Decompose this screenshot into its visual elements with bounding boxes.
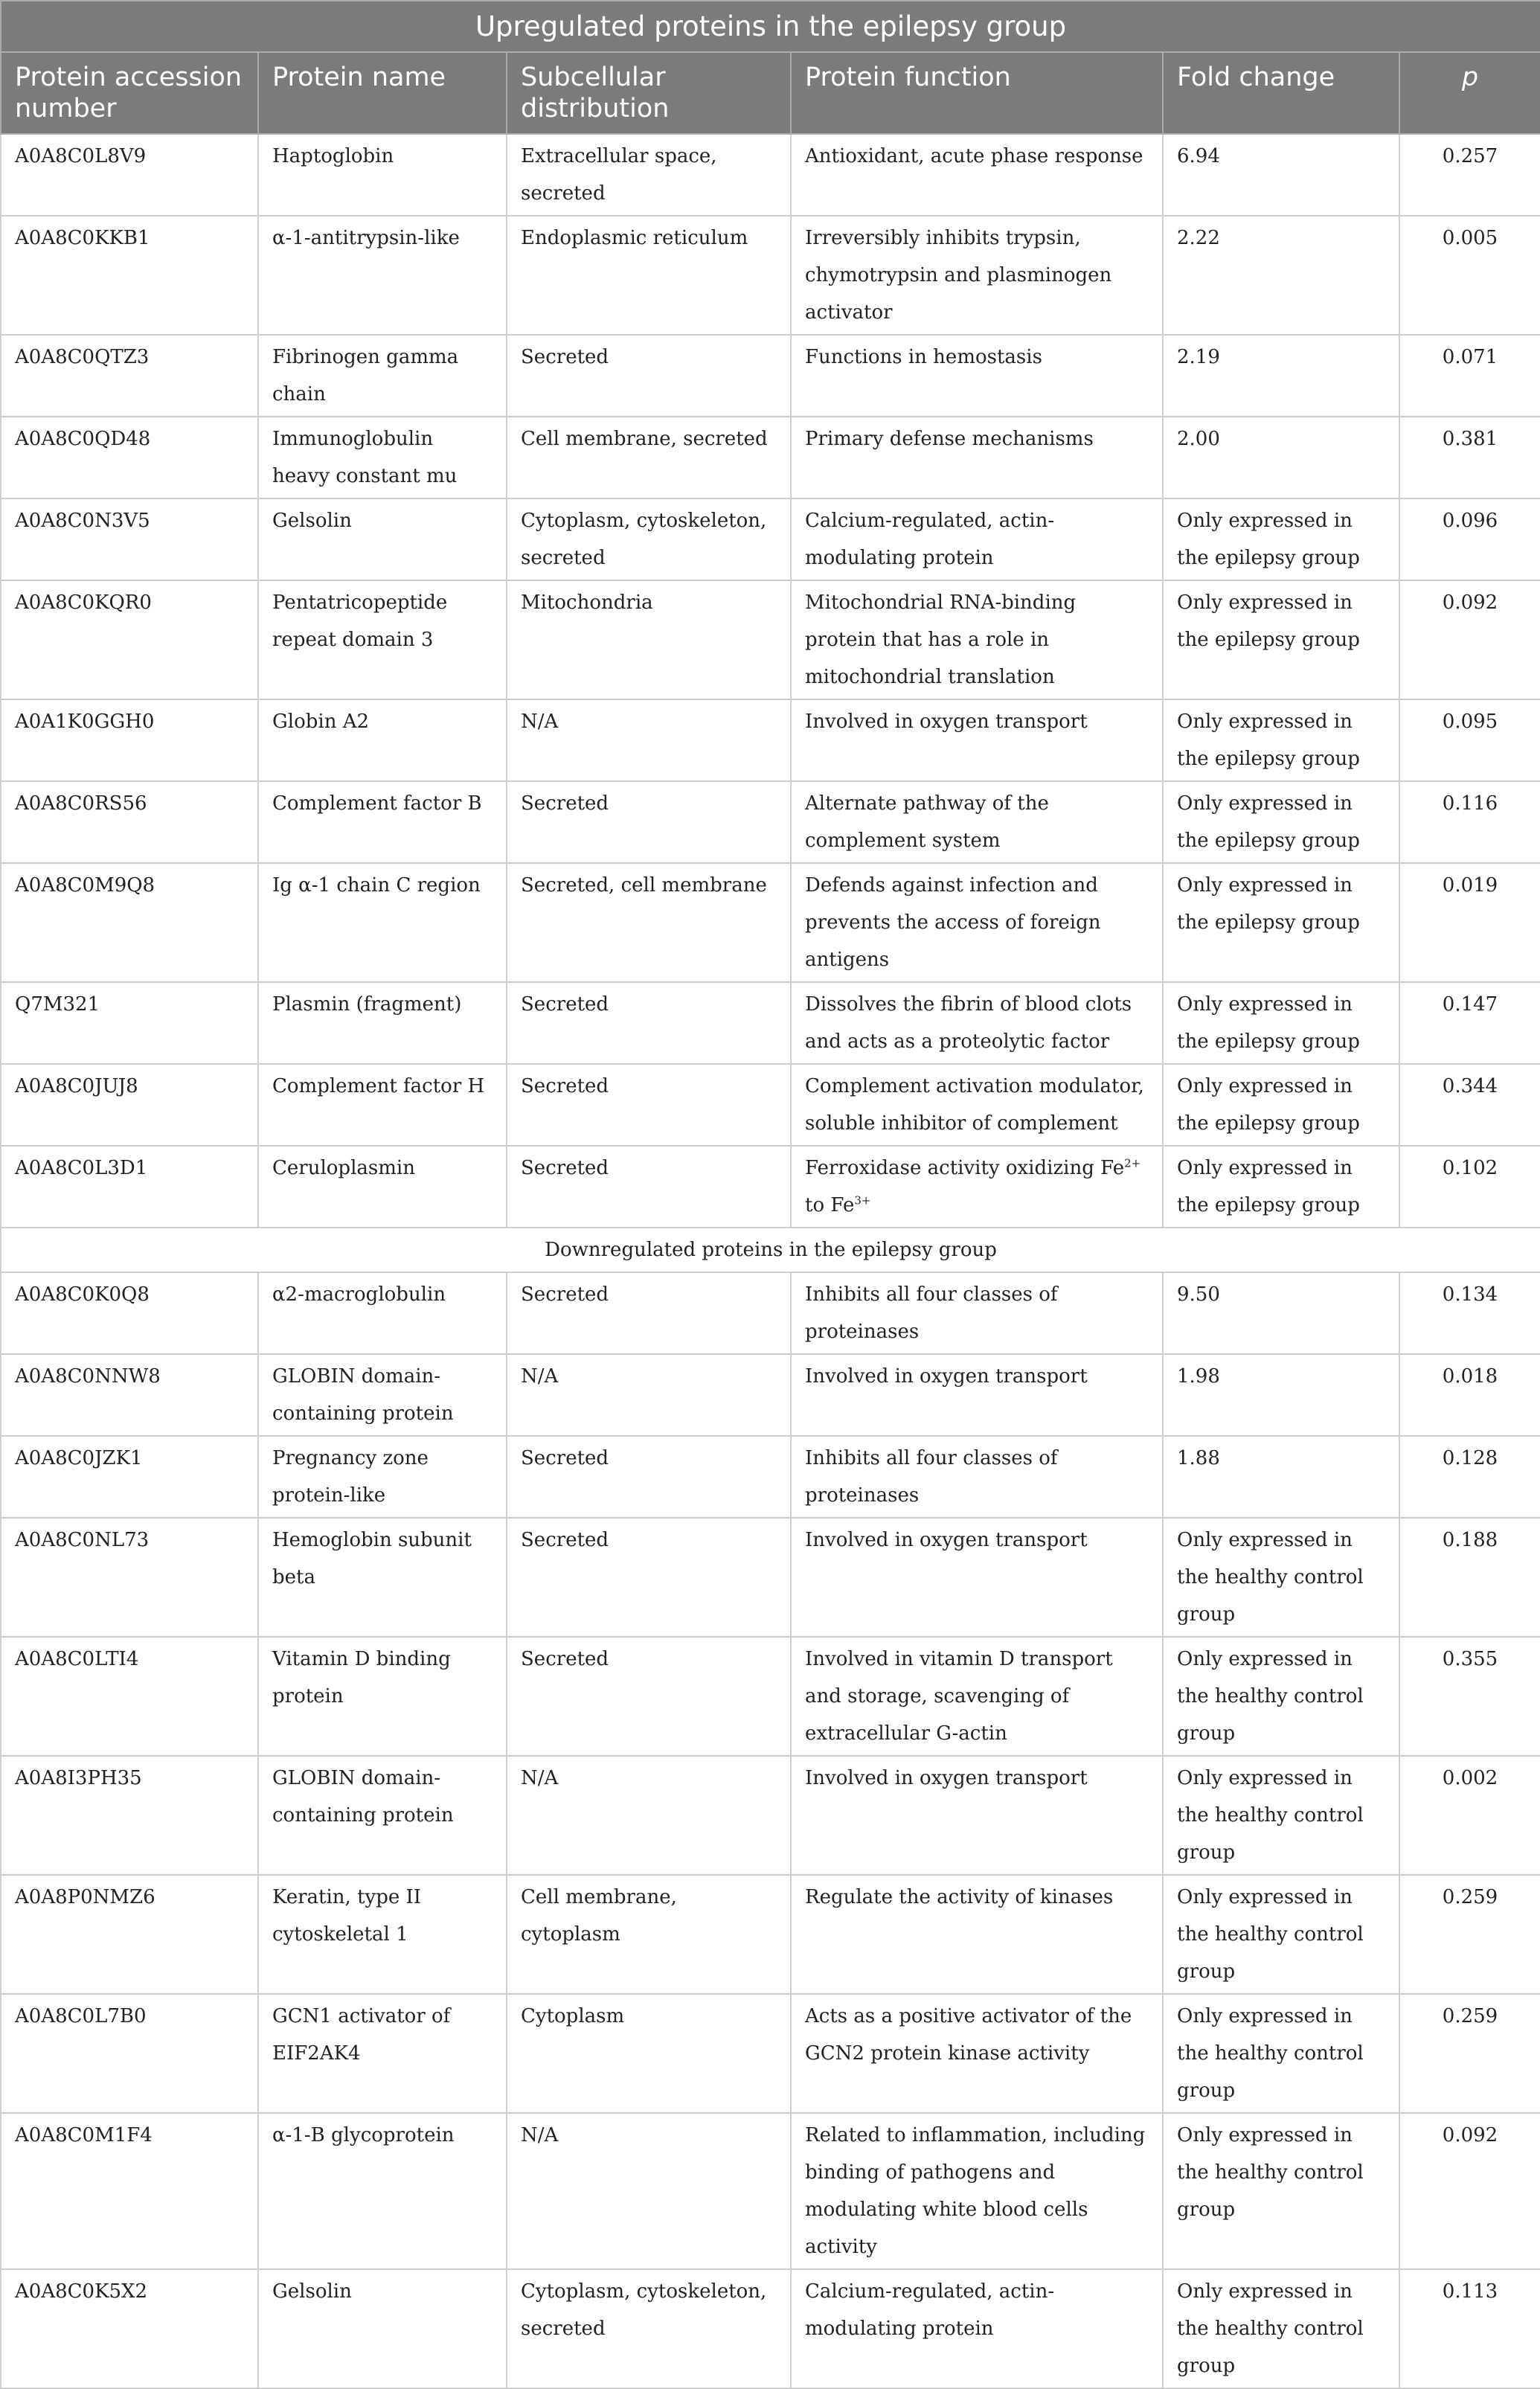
protein-name-cell: Gelsolin xyxy=(258,2269,507,2388)
upregulated-body xyxy=(1,134,1540,1146)
fold-change-cell: Only expressed in the epilepsy group xyxy=(1163,1064,1399,1146)
distribution-cell: N/A xyxy=(507,699,791,781)
p-value-cell: 0.116 xyxy=(1399,781,1540,863)
distribution-cell: N/A xyxy=(507,2113,791,2269)
header-name: Protein name xyxy=(258,52,507,134)
p-value-cell: 0.018 xyxy=(1399,1354,1540,1436)
function-cell: Inhibits all four classes of proteinases xyxy=(791,1436,1163,1518)
fold-change-cell: 2.00 xyxy=(1163,417,1399,498)
table-row xyxy=(1,1064,1540,1146)
distribution-cell: Secreted xyxy=(507,1272,791,1354)
fold-change-cell: Only expressed in the epilepsy group xyxy=(1163,498,1399,580)
distribution-cell: Secreted xyxy=(507,1064,791,1146)
distribution-cell: Cytoplasm xyxy=(507,1994,791,2113)
fold-change-cell: Only expressed in the epilepsy group xyxy=(1163,982,1399,1064)
accession-cell: A0A8C0K5X2 xyxy=(1,2269,258,2388)
p-value-cell: 0.071 xyxy=(1399,335,1540,417)
table-row xyxy=(1,781,1540,863)
distribution-cell: Secreted xyxy=(507,1146,791,1228)
distribution-cell: Cytoplasm, cytoskeleton, secreted xyxy=(507,498,791,580)
accession-cell: A0A8C0NNW8 xyxy=(1,1354,258,1436)
p-value-cell: 0.257 xyxy=(1399,134,1540,216)
p-value-cell: 0.096 xyxy=(1399,498,1540,580)
table-row xyxy=(1,498,1540,580)
protein-name-cell: Pregnancy zone protein-like xyxy=(258,1436,507,1518)
p-value-cell: 0.092 xyxy=(1399,580,1540,699)
function-cell: Related to inflammation, including binding of pathogens and modulating white blood cells activity xyxy=(791,2113,1163,2269)
section-label: Downregulated proteins in the epilepsy group xyxy=(1,1228,1540,1272)
table-row xyxy=(1,1637,1540,1756)
protein-name-cell: Plasmin (fragment) xyxy=(258,982,507,1064)
fold-change-cell: Only expressed in the healthy control group xyxy=(1163,1518,1399,1637)
distribution-cell: Secreted xyxy=(507,1436,791,1518)
fold-change-cell: 2.19 xyxy=(1163,335,1399,417)
protein-name-cell: GCN1 activator of EIF2AK4 xyxy=(258,1994,507,2113)
section-row xyxy=(1,1228,1540,1272)
fold-change-cell: Only expressed in the epilepsy group xyxy=(1163,580,1399,699)
function-cell: Dissolves the fibrin of blood clots and acts as a proteolytic factor xyxy=(791,982,1163,1064)
protein-name-cell: Globin A2 xyxy=(258,699,507,781)
function-cell: Involved in oxygen transport xyxy=(791,699,1163,781)
p-value-cell: 0.002 xyxy=(1399,1756,1540,1875)
accession-cell: A0A8C0L8V9 xyxy=(1,134,258,216)
function-cell: Calcium-regulated, actin-modulating protein xyxy=(791,2269,1163,2388)
function-text: to Fe xyxy=(805,1194,855,1216)
table-row xyxy=(1,580,1540,699)
accession-cell: A0A1K0GGH0 xyxy=(1,699,258,781)
table-row xyxy=(1,2269,1540,2388)
function-cell: Involved in vitamin D transport and storage, scavenging of extracellular G-actin xyxy=(791,1637,1163,1756)
header-distribution: Subcellular distribution xyxy=(507,52,791,134)
distribution-cell: Secreted xyxy=(507,1637,791,1756)
p-value-cell: 0.259 xyxy=(1399,1875,1540,1994)
p-value-cell: 0.005 xyxy=(1399,216,1540,335)
header-fold-change: Fold change xyxy=(1163,52,1399,134)
protein-name-cell: Hemoglobin subunit beta xyxy=(258,1518,507,1637)
downregulated-body xyxy=(1,1272,1540,2388)
function-cell: Involved in oxygen transport xyxy=(791,1756,1163,1875)
protein-name-cell: Pentatricopeptide repeat domain 3 xyxy=(258,580,507,699)
fold-change-cell: Only expressed in the healthy control group xyxy=(1163,1637,1399,1756)
fold-change-cell: Only expressed in the epilepsy group xyxy=(1163,699,1399,781)
function-cell: Alternate pathway of the complement system xyxy=(791,781,1163,863)
p-value-cell: 0.128 xyxy=(1399,1436,1540,1518)
header-function: Protein function xyxy=(791,52,1163,134)
accession-cell: A0A8C0KKB1 xyxy=(1,216,258,335)
table-row xyxy=(1,134,1540,216)
distribution-cell: N/A xyxy=(507,1756,791,1875)
distribution-cell: Extracellular space, secreted xyxy=(507,134,791,216)
function-cell: Acts as a positive activator of the GCN2 protein kinase activity xyxy=(791,1994,1163,2113)
table-row xyxy=(1,2113,1540,2269)
header-row xyxy=(1,52,1540,134)
fold-change-cell: 1.88 xyxy=(1163,1436,1399,1518)
distribution-cell: Mitochondria xyxy=(507,580,791,699)
function-cell: Involved in oxygen transport xyxy=(791,1354,1163,1436)
accession-cell: A0A8C0RS56 xyxy=(1,781,258,863)
table-row xyxy=(1,1272,1540,1354)
protein-name-cell: Immunoglobulin heavy constant mu xyxy=(258,417,507,498)
p-value-cell: 0.355 xyxy=(1399,1637,1540,1756)
header-p: p xyxy=(1399,52,1540,134)
function-cell: Primary defense mechanisms xyxy=(791,417,1163,498)
accession-cell: A0A8C0JZK1 xyxy=(1,1436,258,1518)
accession-cell: A0A8C0L3D1 xyxy=(1,1146,258,1228)
p-value-cell: 0.095 xyxy=(1399,699,1540,781)
fold-change-cell: 6.94 xyxy=(1163,134,1399,216)
table-row xyxy=(1,417,1540,498)
distribution-cell: N/A xyxy=(507,1354,791,1436)
function-cell xyxy=(791,1146,1163,1228)
accession-cell: A0A8C0QTZ3 xyxy=(1,335,258,417)
accession-cell: A0A8C0KQR0 xyxy=(1,580,258,699)
table-row xyxy=(1,1518,1540,1637)
distribution-cell: Secreted xyxy=(507,335,791,417)
accession-cell: A0A8C0K0Q8 xyxy=(1,1272,258,1354)
table-row xyxy=(1,216,1540,335)
accession-cell: A0A8C0M1F4 xyxy=(1,2113,258,2269)
function-cell: Mitochondrial RNA-binding protein that has a role in mitochondrial translation xyxy=(791,580,1163,699)
fold-change-cell: 9.50 xyxy=(1163,1272,1399,1354)
function-cell: Functions in hemostasis xyxy=(791,335,1163,417)
distribution-cell: Secreted, cell membrane xyxy=(507,863,791,982)
fold-change-cell: Only expressed in the epilepsy group xyxy=(1163,781,1399,863)
function-cell: Inhibits all four classes of proteinases xyxy=(791,1272,1163,1354)
accession-cell: A0A8C0N3V5 xyxy=(1,498,258,580)
protein-name-cell: Gelsolin xyxy=(258,498,507,580)
fold-change-cell: Only expressed in the epilepsy group xyxy=(1163,1146,1399,1228)
table-title-row xyxy=(1,1,1540,52)
table-row xyxy=(1,982,1540,1064)
fold-change-cell: Only expressed in the healthy control group xyxy=(1163,2113,1399,2269)
distribution-cell: Cell membrane, secreted xyxy=(507,417,791,498)
fold-change-cell: Only expressed in the healthy control group xyxy=(1163,2269,1399,2388)
table-title: Upregulated proteins in the epilepsy group xyxy=(1,1,1540,52)
protein-name-cell: Ig α-1 chain C region xyxy=(258,863,507,982)
protein-name-cell: Fibrinogen gamma chain xyxy=(258,335,507,417)
accession-cell: A0A8C0JUJ8 xyxy=(1,1064,258,1146)
distribution-cell: Cell membrane, cytoplasm xyxy=(507,1875,791,1994)
table-row xyxy=(1,1875,1540,1994)
ceruloplasmin-body xyxy=(1,1146,1540,1272)
accession-cell: A0A8C0NL73 xyxy=(1,1518,258,1637)
protein-name-cell: Complement factor H xyxy=(258,1064,507,1146)
function-cell: Regulate the activity of kinases xyxy=(791,1875,1163,1994)
superscript: 2+ xyxy=(1124,1156,1141,1170)
accession-cell: A0A8P0NMZ6 xyxy=(1,1875,258,1994)
function-cell: Involved in oxygen transport xyxy=(791,1518,1163,1637)
table-row xyxy=(1,1354,1540,1436)
fold-change-cell: 2.22 xyxy=(1163,216,1399,335)
protein-name-cell: Ceruloplasmin xyxy=(258,1146,507,1228)
p-value-cell: 0.113 xyxy=(1399,2269,1540,2388)
function-cell: Complement activation modulator, soluble inhibitor of complement xyxy=(791,1064,1163,1146)
p-value-cell: 0.092 xyxy=(1399,2113,1540,2269)
distribution-cell: Cytoplasm, cytoskeleton, secreted xyxy=(507,2269,791,2388)
fold-change-cell: Only expressed in the healthy control group xyxy=(1163,1994,1399,2113)
protein-name-cell: α2-macroglobulin xyxy=(258,1272,507,1354)
protein-name-cell: Keratin, type II cytoskeletal 1 xyxy=(258,1875,507,1994)
fold-change-cell: Only expressed in the epilepsy group xyxy=(1163,863,1399,982)
accession-cell: A0A8I3PH35 xyxy=(1,1756,258,1875)
table-row xyxy=(1,1756,1540,1875)
table-row xyxy=(1,863,1540,982)
p-value-cell: 0.019 xyxy=(1399,863,1540,982)
p-value-cell: 0.147 xyxy=(1399,982,1540,1064)
p-value-cell: 0.344 xyxy=(1399,1064,1540,1146)
superscript: 3+ xyxy=(854,1193,871,1208)
table-row xyxy=(1,1146,1540,1228)
table-row xyxy=(1,1436,1540,1518)
p-value-cell: 0.134 xyxy=(1399,1272,1540,1354)
function-cell: Calcium-regulated, actin-modulating protein xyxy=(791,498,1163,580)
protein-name-cell: α-1-B glycoprotein xyxy=(258,2113,507,2269)
distribution-cell: Secreted xyxy=(507,1518,791,1637)
distribution-cell: Endoplasmic reticulum xyxy=(507,216,791,335)
p-value-cell: 0.259 xyxy=(1399,1994,1540,2113)
protein-name-cell: Haptoglobin xyxy=(258,134,507,216)
function-cell: Irreversibly inhibits trypsin, chymotrypsin and plasminogen activator xyxy=(791,216,1163,335)
accession-cell: A0A8C0LTI4 xyxy=(1,1637,258,1756)
protein-name-cell: GLOBIN domain-containing protein xyxy=(258,1354,507,1436)
fold-change-cell: 1.98 xyxy=(1163,1354,1399,1436)
p-value-cell: 0.381 xyxy=(1399,417,1540,498)
p-value-cell: 0.188 xyxy=(1399,1518,1540,1637)
protein-name-cell: Vitamin D binding protein xyxy=(258,1637,507,1756)
accession-cell: A0A8C0QD48 xyxy=(1,417,258,498)
table-row xyxy=(1,1994,1540,2113)
distribution-cell: Secreted xyxy=(507,781,791,863)
function-text: Ferroxidase activity oxidizing Fe xyxy=(805,1157,1125,1179)
accession-cell: Q7M321 xyxy=(1,982,258,1064)
accession-cell: A0A8C0M9Q8 xyxy=(1,863,258,982)
fold-change-cell: Only expressed in the healthy control group xyxy=(1163,1756,1399,1875)
protein-name-cell: α-1-antitrypsin-like xyxy=(258,216,507,335)
table-row xyxy=(1,699,1540,781)
protein-name-cell: Complement factor B xyxy=(258,781,507,863)
p-value-cell: 0.102 xyxy=(1399,1146,1540,1228)
distribution-cell: Secreted xyxy=(507,982,791,1064)
header-accession: Protein accession number xyxy=(1,52,258,134)
fold-change-cell: Only expressed in the healthy control group xyxy=(1163,1875,1399,1994)
protein-name-cell: GLOBIN domain-containing protein xyxy=(258,1756,507,1875)
function-cell: Defends against infection and prevents the access of foreign antigens xyxy=(791,863,1163,982)
table-row xyxy=(1,335,1540,417)
function-cell: Antioxidant, acute phase response xyxy=(791,134,1163,216)
accession-cell: A0A8C0L7B0 xyxy=(1,1994,258,2113)
